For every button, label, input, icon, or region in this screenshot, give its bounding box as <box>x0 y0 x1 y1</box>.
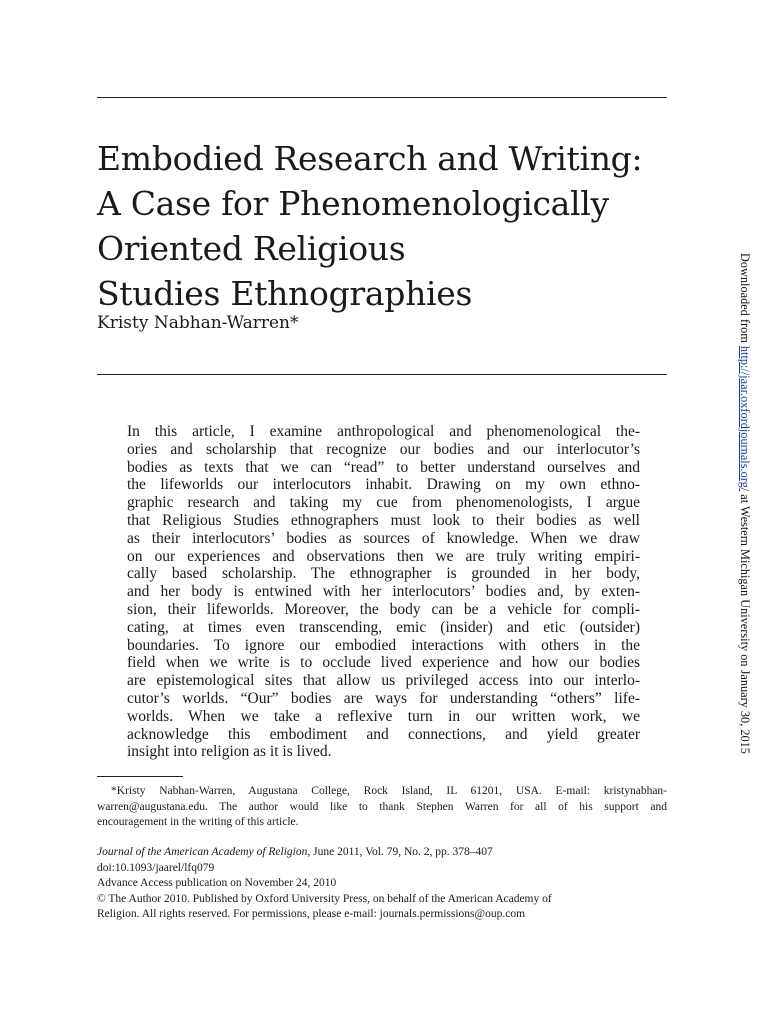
abstract-line: In this article, I examine anthropological and phenomenological the- <box>127 423 640 440</box>
abstract-line: and her body is entwined with her interlocutors’ bodies and, by exten- <box>127 583 640 601</box>
abstract-line: boundaries. To ignore our embodied interactions with others in the <box>127 636 640 654</box>
footnote-line: *Kristy Nabhan-Warren, Augustana College, Rock Island, IL 61201, USA. E-mail: kristynabhan- <box>111 785 667 797</box>
journal-link[interactable]: http://jaar.oxfordjournals.org/ <box>738 345 752 492</box>
title-line: A Case for Phenomenologically <box>97 184 609 223</box>
abstract-line: ories and scholarship that recognize our bodies and our interlocutor’s <box>127 440 640 458</box>
author-name: Kristy Nabhan-Warren* <box>97 313 299 333</box>
abstract-line: as their interlocutors’ bodies as sources of knowledge. When we draw <box>127 529 640 547</box>
abstract-line: bodies as texts that we can “read” to better understand ourselves and <box>127 458 640 476</box>
abstract-line: that Religious Studies ethnographers must look to their bodies as well <box>127 511 640 529</box>
download-watermark <box>736 253 754 773</box>
advance-access: Advance Access publication on November 24, 2010 <box>97 877 337 889</box>
footnote-rule <box>97 776 183 777</box>
footnote-line: warren@augustana.edu. The author would like to thank Stephen Warren for all of his support and <box>97 800 667 813</box>
copyright-line: © The Author 2010. Published by Oxford University Press, on behalf of the American Academy of <box>97 892 552 905</box>
abstract-line: cating, at times even transcending, emic (insider) and etic (outsider) <box>127 618 640 636</box>
abstract-line: the lifeworlds our interlocutors inhabit. Drawing on my own ethno- <box>127 476 640 494</box>
title-line: Embodied Research and Writing: <box>97 139 643 178</box>
abstract-line: are epistemological sites that allow us privileged access into our interlo- <box>127 672 640 690</box>
abstract-line: graphic research and taking my cue from phenomenologists, I argue <box>127 494 640 512</box>
abstract <box>127 423 640 761</box>
copyright-line: Religion. All rights reserved. For permissions, please e-mail: journals.permissions@oup.com <box>97 908 526 920</box>
abstract-line: cutor’s worlds. “Our” bodies are ways for understanding “others” life- <box>127 689 640 707</box>
journal-details: , June 2011, Vol. 79, No. 2, pp. 378–407 <box>307 846 493 858</box>
watermark-suffix: at Western Michigan University on January 30, 2015 <box>738 491 752 754</box>
doi: doi:10.1093/jaarel/lfq079 <box>97 861 215 874</box>
abstract-line: acknowledge this embodiment and connections, and yield greater <box>127 725 640 743</box>
abstract-line: on our experiences and observations then we are truly writing empiri- <box>127 547 640 565</box>
abstract-line: worlds. When we take a reflexive turn in our written work, we <box>127 707 640 725</box>
top-rule <box>97 97 667 98</box>
publication-info <box>97 845 667 923</box>
abstract-line: cally based scholarship. The ethnographer is grounded in her body, <box>127 565 640 583</box>
abstract-line: sion, their lifeworlds. Moreover, the body can be a vehicle for compli- <box>127 600 640 618</box>
abstract-line: insight into religion as it is lived. <box>127 743 332 761</box>
journal-citation <box>97 845 667 861</box>
article-title <box>97 136 697 316</box>
title-line: Oriented Religious <box>97 229 406 268</box>
watermark-prefix: Downloaded from <box>738 253 752 346</box>
footnote-line: encouragement in the writing of this article. <box>97 816 299 828</box>
header-rule <box>97 374 667 375</box>
journal-name: Journal of the American Academy of Religion <box>97 846 308 858</box>
title-line: Studies Ethnographies <box>97 274 473 313</box>
author-footnote <box>97 784 667 831</box>
abstract-line: field when we write is to occlude lived experience and how our bodies <box>127 654 640 672</box>
